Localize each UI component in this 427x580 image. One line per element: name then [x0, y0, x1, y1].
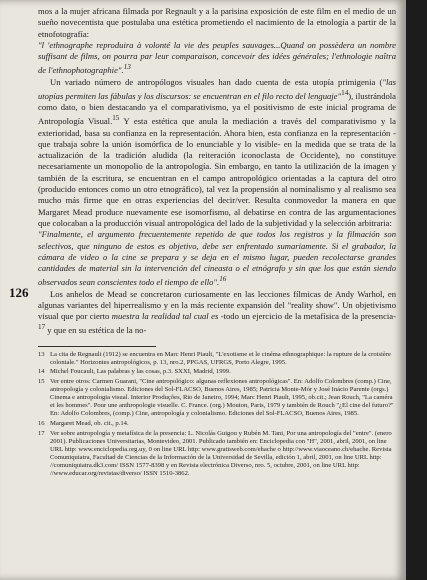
paragraph-utopia: [38, 77, 396, 230]
footnote-text: Ver entre otros: Carmen Guarani, "Cine antropológico: algunas reflexiones antropológicas". En: Adolfo Colombres (comp.) Cine, antropología y colonialismo. Ediciones del Sol-FLACSO, Buenos Aires, 1985; Patricia Monte-Mór y José Inácio Parente (orgs.) Cinema e antropologia visual. Interior Produções, Rio de Janeiro, 1994; Marc Henri Piault, 1995, ob.cit.; Jean Rouch, "La caméra et les hommes". Pour une anthropologie visuelle. C. France. (org.) Mouton, Paris, 1979 y también de Rouch "¿El cine del futuro?" En: Adolfo Colombres, (comp.) Cine, antropología y colonialismo. Ediciones del Sol-FLACSO, Buenos Aires, 1985.: [50, 378, 394, 418]
footnote-ref-15: 15: [112, 114, 120, 123]
footnote-text: Ver sobre antropología y metafísica de la presencia: L. Nicolás Guigou y Rubén M. Tani, Por una antropología del "entre". (enero 2001). Publicaciones Universitarias, Montevideo, 2001. Publicado también en: Enciclopedia con "H", 2001, abril, 2001, on line URL http: www.enciclopedia.org.uy, 0 on line URL http: www.gratisweb.com/ehache o http://www.viaoceano.ch/ehache. Revista Comuniquiatra, Facultad de Ciencias de la Información de la Universidad de Sevilla, edición 1, abril, 2001, on line URL http: //comuniquiatra.dk3.com/ ISSN 1577-8398 y en Revista electrónica Diverso, nro. 5, octubre, 2001, on line URL http: //www.educar.org/revistas/diverso/ ISSN 1510-3862.: [50, 429, 392, 478]
footnote-17: [38, 430, 396, 479]
italic-quote: "las utopías permiten las fábulas y los discursos: se encuentran en el filo recto del lenguaje": [38, 76, 396, 101]
paragraph-warhol: [38, 289, 396, 337]
footnote-text: Michel Foucault, Las palabras y las cosas, p.3. SXXI, Madrid, 1999.: [50, 368, 231, 376]
opening-paragraph: mos a la mujer africana filmada por Regnault y a la parisina exposición de este film en el medio de un sueño novecentista que postulaba una estética prometiendo el nacimiento de la etnología a partir de la etnofotografía:: [38, 6, 396, 39]
paragraph-text: Un variado número de antropólogos visuales han dado cuenta de esta utopía primigenia (: [50, 76, 383, 87]
quote-text: "Finalmente, el argumento frecuentemente repetido de que todos los registros y la filmación son selectivos, que ninguno de estos es objetivo, debe ser enfrentado sumariamente. Si el grabador, la cámara de video o la cine se prepara y se deja en el mismo lugar, pueden recolectarse grandes cantidades de material sin la intervención del cineasta o el etnógrafo y sin que los que están siendo observados sean conscientes todo el tiempo de ello".: [38, 229, 396, 288]
footnote-text: La cita de Regnault (1912) se encuentra en Marc Henri Piault, "L'exotisme et le cinéma ethnographique: la rupture de la croisière coloniale." Horizontes antropológicos, p. 13, nro.2, PPGAS, UFRGS, Porto Alegre, 1995.: [50, 350, 391, 366]
page-number: 126: [9, 285, 29, 300]
paragraph-text: Y esta estética que anula la mediación a través del comparativismo y la exterioridad, basa su confianza en la representación. Ahora bien, esta confianza en la representación -que trabaja sobre la unión isomórfica de lo enunciable y lo visible- en la medida que se trata de la actualización de la tradición aludida (la reiteración iconoclasta de Occidente), no constituye necesariamente un monopolio de la antropología. Sin embargo, en tanto la utilización de la imagen y también de la escritura, se encuentran en el campo antropológico orientadas a la captura del otro (producido entonces como un otro etnográfico), tal vez la propensión al nominalismo y al realismo sea mucho más firme que en otras experiencias del decir/ver. Resulta conmovedor la manera en que Margaret Mead produce nuevamente ese isomorfismo, al debatirse en contra de las argumentaciones que colocaban a la producción visual antropológica del lado de la subjetividad y la selección arbitraria:: [38, 116, 396, 228]
footnote-text: Margaret Mead, ob. cit., p.14.: [50, 420, 129, 428]
footnote-number: 13: [38, 350, 45, 358]
footnote-number: 15: [38, 378, 45, 386]
footnote-15: [38, 378, 396, 418]
paragraph-text: ), ilustrándola como dato, o bien destacando ya el comparativismo, ya el positivismo de este inicial programa de Antropología Visual.: [38, 90, 396, 127]
paragraph-text: y que en su estética de la no-: [45, 325, 147, 336]
footnote-number: 14: [38, 368, 45, 376]
footnote-divider: [38, 346, 156, 347]
footnote-ref-17: 17: [38, 323, 46, 332]
footnote-ref-13: 13: [123, 63, 131, 72]
quote-text: "l 'ethnographe reproduira à volonté la vie des peuples sauvages...Quand on possèdera un nombre suffisant de films, on pourra par leur comparaison, concevoir des idées générales; l'ethnologie naîtra de l'ethnophotographie".: [38, 39, 396, 76]
footnote-14: [38, 368, 396, 376]
footnote-ref-16: 16: [219, 275, 227, 284]
footnote-ref-14: 14: [341, 88, 349, 97]
paragraph-text: -todo un ejercicio de la metafísica de la presencia-: [218, 311, 396, 322]
footnote-16: [38, 420, 396, 428]
footnote-13: [38, 351, 396, 367]
footnote-number: 16: [38, 420, 45, 428]
italic-phrase: muestra la realidad tal cual es: [111, 311, 219, 322]
paragraph-text: Los anhelos de Mead se concretaron curiosamente en las lecciones fílmicas de Andy Warhol, en algunas variantes del hiperrealismo y en la más reciente expansión del "reality show". Un objetivismo visual que por cierto: [38, 288, 396, 322]
block-quote-regnault: [38, 40, 396, 77]
footnote-number: 17: [38, 429, 45, 437]
block-quote-mead: [38, 229, 396, 288]
footnotes: [38, 351, 396, 479]
main-text: [38, 6, 396, 480]
